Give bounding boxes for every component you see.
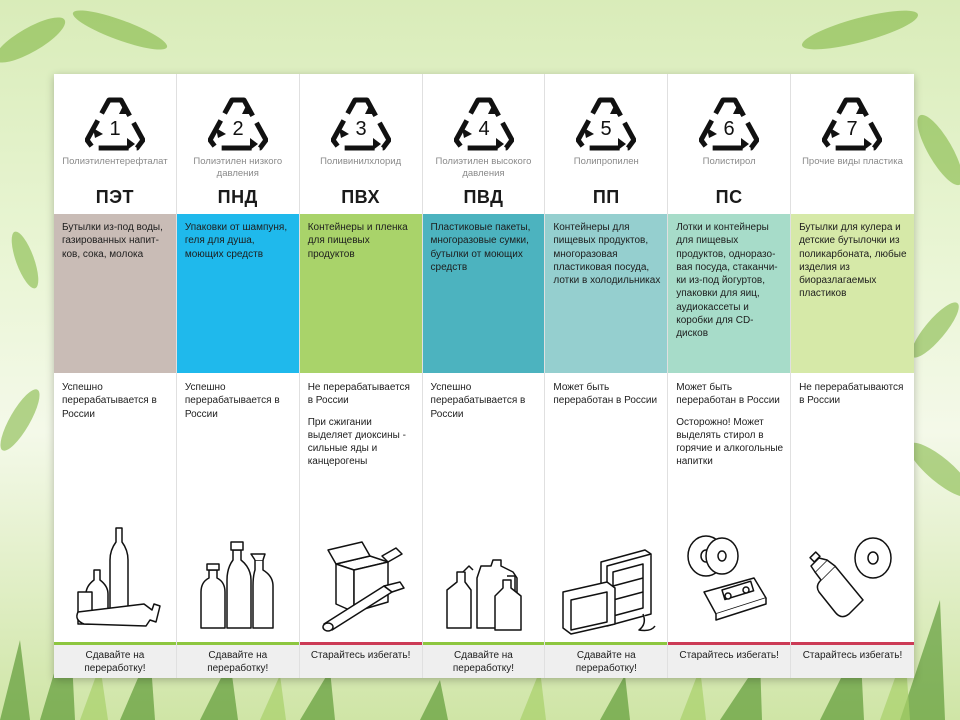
recycling-triangle-icon (331, 94, 391, 152)
recycling-number: 4 (477, 118, 490, 140)
column-header (423, 74, 545, 214)
recycling-number: 6 (723, 118, 735, 140)
recycling-number: 3 (355, 118, 367, 140)
material-name: Полиэтилен низкого давления (193, 156, 283, 179)
recycling-triangle-icon (576, 94, 636, 152)
column-header (177, 74, 299, 214)
recycling-number: 1 (109, 118, 121, 140)
material-name: Поливинилхлорид (320, 156, 402, 167)
uses-description: Контейнеры и пленка для пищевых продуктов (300, 214, 422, 373)
recycling-status: Может быть переработан в России (553, 382, 658, 407)
uses-description: Лотки и контейнеры для пищевых продуктов, одноразо-вая посуда, стаканчи-ки из-под йогуртов, упаковки для яиц, аудиокассеты и коробки для CD-дисков (668, 214, 790, 373)
shampoo-bottles-icon (187, 520, 291, 640)
recycling-info (791, 373, 914, 517)
recycling-number: 5 (600, 118, 612, 140)
column-header (54, 74, 176, 214)
fridge-icon (555, 520, 659, 640)
material-name: Полиэтилентерефталат (62, 156, 168, 167)
column-header (668, 74, 790, 214)
plastic-column (668, 74, 791, 678)
plastic-column (423, 74, 546, 678)
recycling-triangle-icon (699, 94, 759, 152)
bottles-icon (64, 520, 168, 640)
recycling-info (545, 373, 667, 517)
detergent-bottles-icon (433, 520, 537, 640)
material-name: Полипропилен (573, 156, 639, 167)
recycling-number: 7 (846, 118, 858, 140)
column-header (791, 74, 914, 214)
column-footer: Старайтесь избегать! (300, 642, 422, 678)
recycling-info (300, 373, 422, 517)
uses-description: Пластиковые пакеты, многоразовые сумки, бутылки от моющих средств (423, 214, 545, 373)
recycling-status: Успешно перерабатывается в России (430, 382, 526, 420)
material-name: Прочие виды пластика (802, 156, 903, 167)
plastic-column (791, 74, 914, 678)
plastic-column (545, 74, 668, 678)
uses-description: Бутылки из-под воды, газированных напит-ков, сока, молока (54, 214, 176, 373)
material-abbreviation: ПС (715, 187, 743, 207)
spray-and-disc-icon (801, 520, 905, 640)
warning-note: Осторожно! Может выделять стирол в горячие и алкогольные напитки (676, 416, 784, 468)
recycling-triangle-icon (208, 94, 268, 152)
column-footer: Сдавайте на переработку! (545, 642, 667, 678)
box-and-film-icon (310, 520, 414, 640)
recycling-info (668, 373, 790, 517)
column-footer: Сдавайте на переработку! (423, 642, 545, 678)
recycling-triangle-icon (85, 94, 145, 152)
plastic-column (177, 74, 300, 678)
uses-description: Бутылки для кулера и детские бутылочки из поликарбоната, любые изделия из биоразлагаемых пластиков (791, 214, 914, 373)
uses-description: Контейнеры для пищевых продуктов, многоразовая пластиковая посуда, лотки в холодильниках (545, 214, 667, 373)
material-abbreviation: ПЭТ (95, 187, 135, 207)
recycling-info (177, 373, 299, 517)
material-abbreviation: ПП (592, 187, 620, 207)
material-name: Полиэтилен высокого давления (435, 156, 532, 179)
recycling-status: Может быть переработан в России (676, 382, 780, 407)
material-abbreviation: ПВД (463, 187, 504, 207)
material-abbreviation: ПНД (217, 187, 258, 207)
recycling-info (423, 373, 545, 517)
plastic-column (54, 74, 177, 678)
column-footer: Старайтесь избегать! (791, 642, 914, 678)
column-footer: Сдавайте на переработку! (54, 642, 176, 678)
uses-description: Упаковки от шампуня, геля для душа, моющих средств (177, 214, 299, 373)
column-header (300, 74, 422, 214)
recycling-triangle-icon (454, 94, 514, 152)
recycling-number: 2 (232, 118, 244, 140)
warning-note: При сжигании выделяет диоксины - сильные яды и канцерогены (307, 416, 406, 468)
recycling-triangle-icon (822, 94, 882, 152)
recycling-status: Успешно перерабатывается в России (62, 382, 157, 420)
recycling-info (54, 373, 176, 517)
plastic-types-chart (54, 74, 914, 678)
recycling-status: Не перерабатывается в России (307, 382, 410, 407)
recycling-status: Не перерабатываются в России (799, 382, 904, 407)
material-name: Полистирол (702, 156, 756, 167)
column-header (545, 74, 667, 214)
column-footer: Старайтесь избегать! (668, 642, 790, 678)
recycling-status: Успешно перерабатывается в России (184, 382, 280, 420)
column-footer: Сдавайте на переработку! (177, 642, 299, 678)
cd-and-cassette-icon (678, 520, 782, 640)
plastic-column (300, 74, 423, 678)
material-abbreviation: ПВХ (341, 187, 380, 207)
